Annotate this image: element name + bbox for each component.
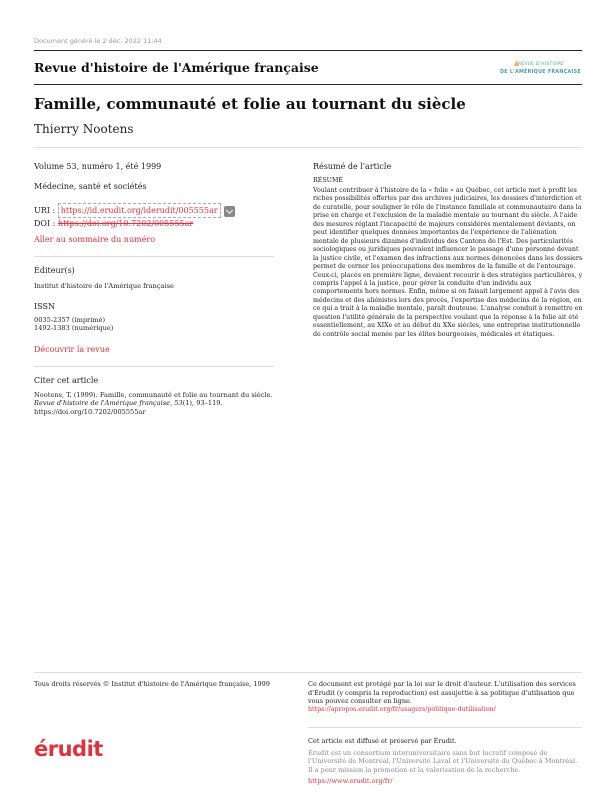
footer-right-divider [308,727,582,728]
toc-link[interactable]: Aller au sommaire du numéro [34,235,156,244]
legal-notice [308,680,580,714]
citation-volume: 53 [174,399,183,408]
uri-row [34,203,274,218]
policy-link[interactable]: https://apropos.erudit.org/fr/usagers/politique-dutilisation/ [308,705,496,713]
abstract-heading: Résumé de l'article [313,162,392,171]
publisher-heading: Éditeur(s) [34,266,75,275]
journal-logo-line1: REVUE D'HISTOIRE [518,62,565,67]
footer-divider [34,672,582,673]
issn-digital: 1492-1383 (numérique) [34,324,114,332]
issue-volume: Volume 53, numéro 1, été 1999 [34,162,162,171]
erudit-info [308,737,580,786]
issn-heading: ISSN [34,302,55,311]
left-divider-2 [34,366,274,367]
author-divider [34,147,582,148]
discover-link[interactable]: Découvrir la revue [34,345,110,354]
journal-logo [500,59,582,79]
citation-comma: , [170,399,175,408]
abstract-label: RÉSUMÉ [313,177,344,184]
citation-journal: Revue d'histoire de l'Amérique française [34,399,171,408]
legal-text: Ce document est protégé par la loi sur le droit d'auteur. L'utilisation des services d'Érudit (y compris la reproduction) est assujettie à sa politique d'utilisation que vous pouvez consulter en ligne. [308,680,576,706]
publisher-name: Institut d'histoire de l'Amérique française [34,282,174,290]
consortium-text: Érudit est un consortium interuniversitaire sans but lucratif composé de l'Université de Montréal, l'Université Laval et l'Université du Québec à Montréal. Il a pour mission la promotion et la valorisation de la recherche. [308,748,578,774]
copy-icon[interactable] [224,206,235,217]
journal-logo-line2: DE L'AMÉRIQUE FRANÇAISE [500,70,581,75]
citation-prefix: Nootens, T. (1999). Famille, communauté et folie au tournant du siècle. [34,391,273,399]
citation-doi[interactable]: https://doi.org/10.7202/005555ar [34,407,146,416]
doi-label: DOI : [34,219,56,228]
issue-section: Médecine, santé et sociétés [34,182,147,191]
citation-suffix: (1), 93–119. [182,399,223,408]
left-divider-1 [34,256,274,257]
top-divider [34,50,582,51]
doi-link[interactable]: https://doi.org/10.7202/005555ar [57,219,194,228]
uri-link[interactable]: https://id.erudit.org/iderudit/005555ar [58,203,221,218]
erudit-link[interactable]: https://www.erudit.org/fr/ [308,777,393,786]
cite-heading: Citer cet article [34,376,99,385]
abstract-text: Voulant contribuer à l'histoire de la « folie » au Québec, cet article met à profit les riches possibilités offertes par des archives judiciaires, les dossiers d'interdiction et de curatelle, pour souligner le rôle de l'instance familiale et communautaire dans la prise en charge et l'exclusion de la maladie mentale au tournant du siècle. À l'aide des mesures réglant l'incapacité de majeurs considérés mentalement déviants, on peut identifier quelques données importantes de l'expérience de l'aliénation mentale de plusieurs dizaines d'individus des Cantons de l'Est. Des particularités sociologiques ou juridiques pouvaient influencer le passage d'une personne devant la justice civile, et l'examen des infractions aux normes dénoncées dans les dossiers permet de cerner les préoccupations des membres de la famille et de l'entourage. Ceux-ci, placés en première ligne, devaient recourir à des stratégies particulières, y compris l'appel à la justice, pour gérer la conduite d'un individu aux comportements hors normes. Enfin, même si on faisait largement appel à l'avis des médecins et des aliénistes lors des procès, l'expertise des médecins de la région, en ce qui a trait à la maladie mentale, paraît douteuse. L'analyse conduit à remettre en question l'utilité générale de la perspective voulant que la réponse à la folie ait été essentiellement, au XIXe et au début du XXe siècles, une entreprise institutionnelle de contrôle social menée par les élites bourgeoises, médicales et étatiques. [313,187,583,338]
citation [34,391,279,416]
article-title: Famille, communauté et folie au tournant du siècle [34,95,466,113]
uri-label: URI : [34,206,56,215]
doi-row [34,218,274,229]
article-author: Thierry Nootens [34,122,134,136]
header-divider [34,84,582,85]
generated-date: Document généré le 2 déc. 2022 11:44 [34,37,162,45]
diffusion-text: Cet article est diffusé et préservé par Érudit. [308,737,457,745]
erudit-logo: érudit [34,737,103,761]
issn-print: 0035-2357 (imprimé) [34,316,106,324]
journal-name: Revue d'histoire de l'Amérique française [34,60,319,75]
identifiers [34,203,274,229]
copyright-notice: Tous droits réservés © Institut d'histoire de l'Amérique française, 1999 [34,680,270,688]
